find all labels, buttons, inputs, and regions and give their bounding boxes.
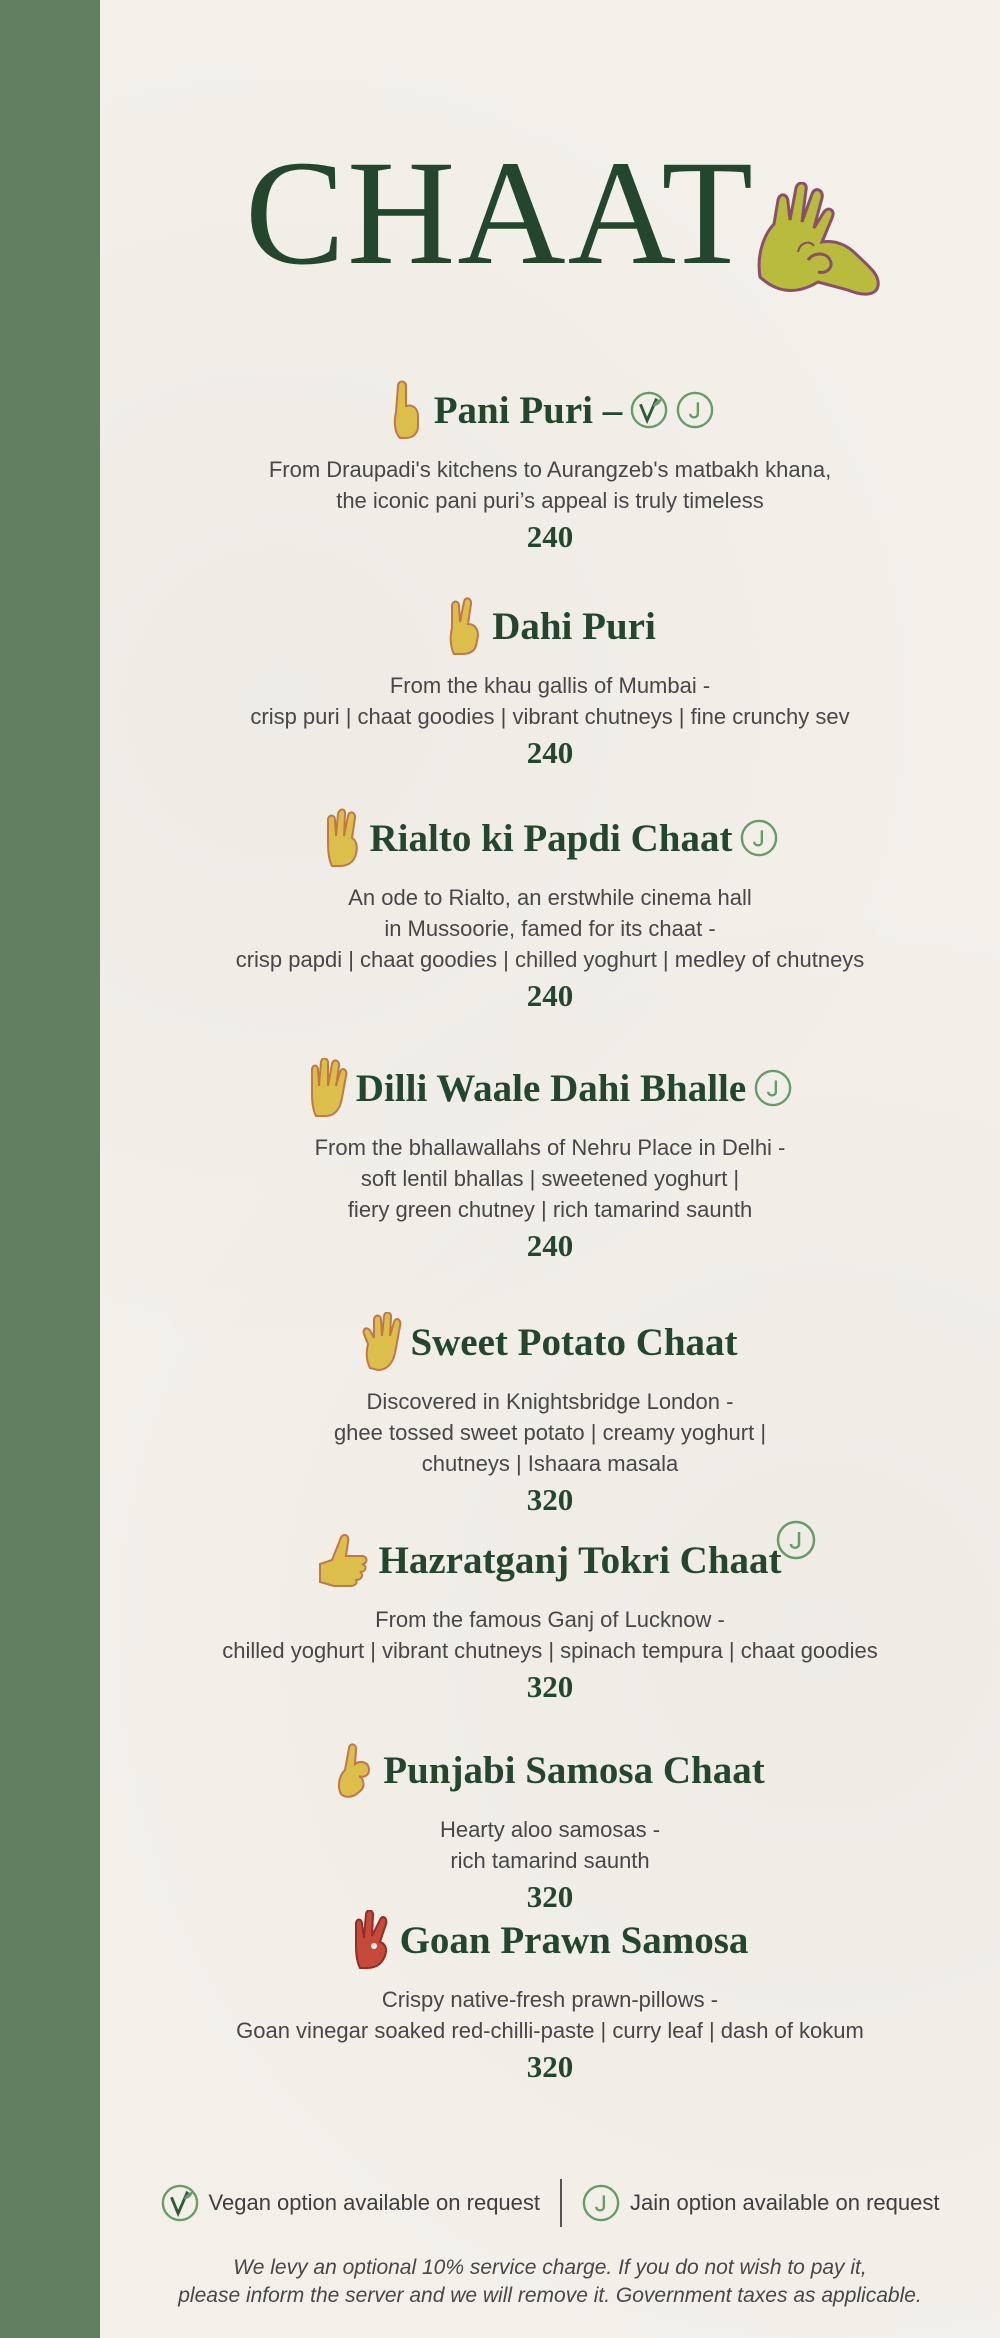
item-name: Pani Puri – [433, 388, 623, 432]
page-title: CHAAT [244, 130, 756, 296]
menu-item-dahi-puri [100, 596, 1000, 770]
item-description-line: crisp puri | chaat goodies | vibrant chutneys | fine crunchy sev [250, 704, 850, 729]
hand-gesture-icon [335, 1740, 375, 1800]
item-price: 240 [526, 735, 574, 770]
item-description-line: chilled yoghurt | vibrant chutneys | spinach tempura | chaat goodies [222, 1638, 878, 1663]
jain-icon [776, 1520, 816, 1560]
hand-gesture-illustration-icon [738, 182, 888, 332]
item-description-line: chutneys | Ishaara masala [421, 1451, 679, 1476]
menu-item-pani-puri [100, 380, 1000, 554]
item-price: 320 [526, 1482, 574, 1517]
item-description-line: ghee tossed sweet potato | creamy yoghurt | [333, 1420, 767, 1445]
item-price: 240 [526, 1228, 574, 1263]
item-price: 240 [526, 978, 574, 1013]
jain-legend [582, 2184, 939, 2222]
item-description-line: fiery green chutney | rich tamarind saunth [347, 1197, 753, 1222]
menu-item-punjabi-samosa-chaat [100, 1740, 1000, 1914]
green-sidebar [0, 0, 100, 2338]
service-charge-note [100, 2254, 1000, 2310]
hand-three-fingers-icon [322, 808, 362, 868]
item-description-line: Crispy native-fresh prawn-pillows - [381, 1987, 719, 2012]
item-name: Punjabi Samosa Chaat [383, 1748, 765, 1792]
footnote-line: We levy an optional 10% service charge. If you do not wish to pay it, [233, 2256, 867, 2279]
item-price: 320 [526, 1669, 574, 1704]
menu-item-sweet-potato-chaat [100, 1312, 1000, 1517]
item-description-line: From the bhallawallahs of Nehru Place in Delhi - [314, 1135, 786, 1160]
item-price: 240 [526, 519, 574, 554]
item-name: Rialto ki Papdi Chaat [369, 816, 733, 860]
footnote-line: please inform the server and we will remove it. Government taxes as applicable. [178, 2284, 922, 2307]
item-description-line: An ode to Rialto, an erstwhile cinema hall [348, 885, 752, 910]
jain-icon [754, 1069, 792, 1107]
item-description-line: From Draupadi's kitchens to Aurangzeb's matbakh khana, [268, 457, 832, 482]
item-description-line: in Mussoorie, famed for its chaat - [384, 916, 716, 941]
vegan-icon [630, 391, 668, 429]
menu-item-dilli-waale-dahi-bhalle [100, 1058, 1000, 1263]
jain-icon [582, 2184, 620, 2222]
jain-icon [740, 819, 778, 857]
hand-open-icon [362, 1312, 402, 1372]
vegan-legend-label: Vegan option available on request [208, 2190, 541, 2215]
item-description-line: soft lentil bhallas | sweetened yoghurt | [360, 1166, 740, 1191]
item-description-line: From the khau gallis of Mumbai - [389, 673, 711, 698]
legend-divider [560, 2179, 562, 2227]
hand-one-finger-icon [386, 380, 426, 440]
vegan-icon [161, 2184, 199, 2222]
item-price: 320 [526, 2049, 574, 2084]
item-price: 320 [526, 1879, 574, 1914]
item-description-line: Discovered in Knightsbridge London - [366, 1389, 734, 1414]
item-name: Dahi Puri [492, 604, 656, 648]
item-name: Sweet Potato Chaat [410, 1320, 738, 1364]
item-description-line: the iconic pani puri’s appeal is truly timeless [336, 488, 764, 513]
menu-item-hazratganj-tokri-chaat [100, 1530, 1000, 1704]
item-description-line: From the famous Ganj of Lucknow - [375, 1607, 725, 1632]
dietary-legend [100, 2176, 1000, 2230]
thumbs-up-icon [318, 1530, 370, 1590]
item-description-line: Hearty aloo samosas - [439, 1817, 661, 1842]
hand-two-fingers-icon [444, 596, 484, 656]
jain-legend-label: Jain option available on request [630, 2190, 940, 2215]
hand-red-icon [352, 1910, 392, 1970]
item-name: Dilli Waale Dahi Bhalle [355, 1066, 747, 1110]
vegan-legend [161, 2184, 540, 2222]
item-description-line: Goan vinegar soaked red-chilli-paste | curry leaf | dash of kokum [236, 2018, 864, 2043]
item-name: Hazratganj Tokri Chaat [378, 1538, 782, 1582]
hand-four-fingers-icon [308, 1058, 348, 1118]
jain-icon [676, 391, 714, 429]
item-description-line: rich tamarind saunth [450, 1848, 650, 1873]
item-description-line: crisp papdi | chaat goodies | chilled yoghurt | medley of chutneys [235, 947, 865, 972]
item-name: Goan Prawn Samosa [399, 1918, 749, 1962]
menu-item-rialto-ki-papdi-chaat [100, 808, 1000, 1013]
menu-item-goan-prawn-samosa [100, 1910, 1000, 2084]
